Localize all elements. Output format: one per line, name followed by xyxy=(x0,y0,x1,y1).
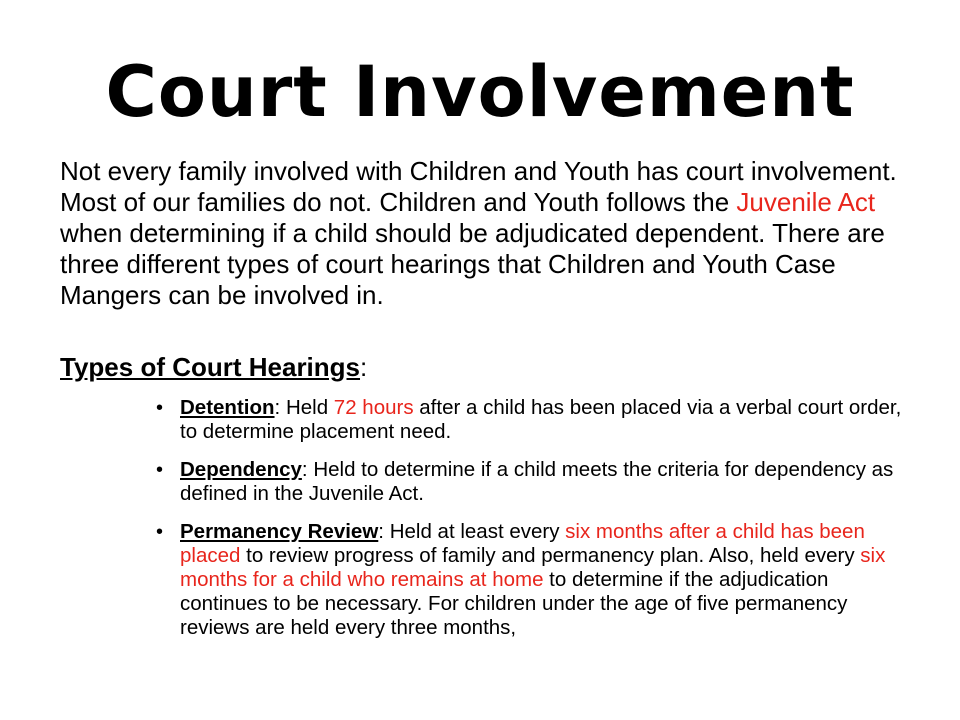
bullet-icon: • xyxy=(156,397,164,419)
term-permanency-review: Permanency Review xyxy=(180,520,379,543)
term-detention: Detention xyxy=(180,396,275,419)
detention-text-1: Held xyxy=(285,396,334,419)
permanency-highlight-2: six months for a child who remains at home xyxy=(180,544,886,591)
permanency-highlight-1: six months after a child has been placed xyxy=(180,520,865,567)
slide-title: Court Involvement xyxy=(105,51,855,133)
intro-text-1: Not every family involved with Children and Youth has court involvement. Most of our families do not. Children and Youth follows the xyxy=(60,156,897,217)
term-separator: : xyxy=(378,520,390,543)
types-heading-suffix: : xyxy=(360,352,368,382)
types-heading-label: Types of Court Hearings xyxy=(60,352,361,382)
detention-text-2: after a child has been placed via a verbal court order, to determine placement need. xyxy=(180,396,902,443)
juvenile-act-highlight: Juvenile Act xyxy=(736,187,876,217)
bullet-icon: • xyxy=(156,521,164,543)
permanency-text-1: Held at least every xyxy=(389,520,566,543)
dependency-text-1: Held to determine if a child meets the criteria for dependency as defined in the Juvenile Act. xyxy=(180,458,894,505)
permanency-text-3: to determine if the adjudication continues to be necessary. For children under the age of five permanency reviews are held every three months, xyxy=(180,568,848,639)
list-item-detention xyxy=(156,396,916,444)
list-item-permanency-review xyxy=(156,520,916,640)
hearing-types-list xyxy=(156,396,916,654)
types-heading xyxy=(60,352,367,383)
detention-highlight: 72 hours xyxy=(333,396,414,419)
term-separator: : xyxy=(301,458,314,481)
intro-text-2: when determining if a child should be adjudicated dependent. There are three different types of court hearings that Children and Youth Case Mangers can be involved in. xyxy=(60,218,885,310)
term-separator: : xyxy=(274,396,286,419)
permanency-text-2: to review progress of family and permanency plan. Also, held every xyxy=(240,544,861,567)
list-item-dependency xyxy=(156,458,916,506)
bullet-icon: • xyxy=(156,459,164,481)
term-dependency: Dependency xyxy=(180,458,302,481)
intro-paragraph xyxy=(60,156,930,311)
